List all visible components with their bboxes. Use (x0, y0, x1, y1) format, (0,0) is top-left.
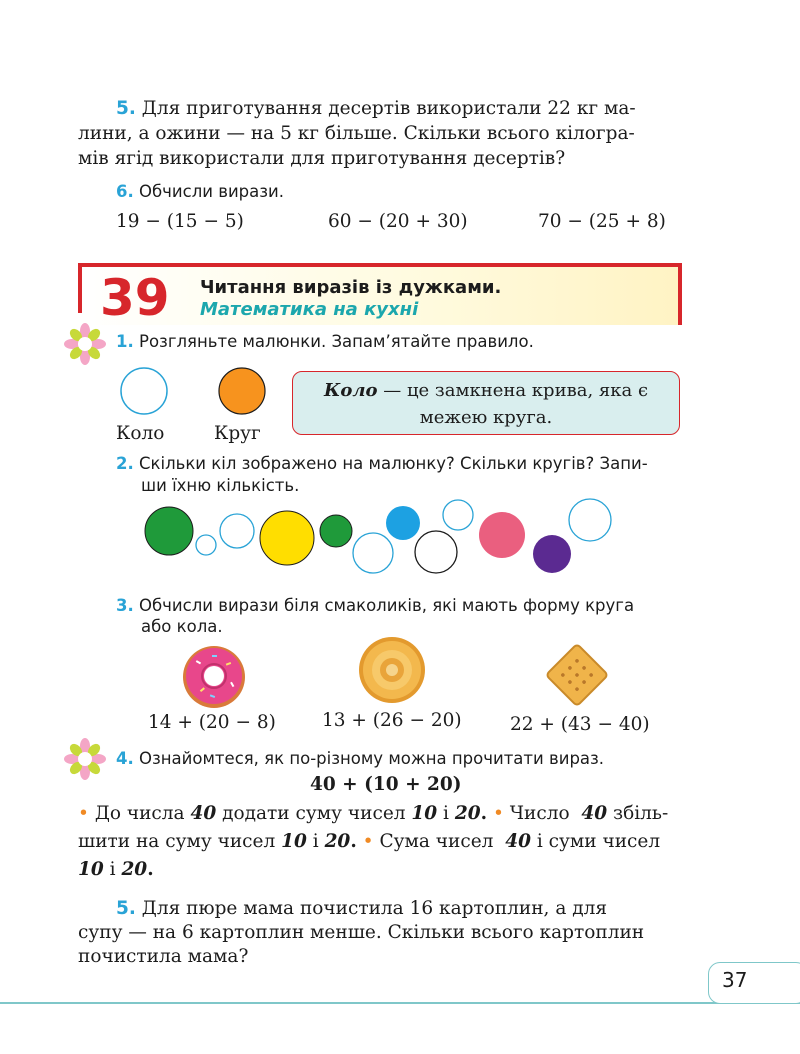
text: збіль- (607, 803, 669, 824)
task-text: Розгляньте малюнки. Запам’ятайте правило. (139, 332, 534, 351)
text: додати суму чисел (216, 803, 412, 824)
task1-heading (116, 332, 534, 351)
lesson-subtitle: Математика на кухні (200, 299, 419, 320)
expression: 14 + (20 − 8) (148, 712, 276, 733)
expression: 60 − (20 + 30) (328, 211, 468, 232)
text: . (147, 859, 154, 880)
expression: 19 − (15 − 5) (116, 211, 244, 232)
task-text: або кола. (141, 617, 223, 636)
task-number: 3. (116, 596, 134, 615)
cookie-icon (357, 635, 427, 705)
rule-box (292, 371, 680, 435)
expression: 70 − (25 + 8) (538, 211, 666, 232)
task-text: ши їхню кількість. (141, 476, 300, 495)
bullet: • (78, 803, 89, 824)
number: 20 (121, 859, 148, 880)
text: . (350, 831, 357, 852)
number: 10 (78, 859, 104, 880)
task-number: 2. (116, 454, 134, 473)
expression: 13 + (26 − 20) (322, 710, 462, 731)
task-text: Для приготування десертів використали 22 кг ма- (141, 98, 636, 119)
task3-heading (116, 596, 634, 615)
number: 40 (581, 803, 608, 824)
task-text: Обчисли вирази біля смаколиків, які мають форму круга (139, 596, 635, 615)
header-accent-bar (78, 263, 82, 313)
text: і (103, 859, 122, 880)
flower-icon (63, 322, 107, 366)
expression: 40 + (10 + 20) (310, 774, 462, 795)
task-number: 5. (116, 898, 136, 919)
lesson-title: Читання виразів із дужками. (200, 277, 502, 298)
task-text: мів ягід використали для приготування десертів? (78, 148, 566, 169)
task-text: Для пюре мама почистила 16 картоплин, а для (141, 898, 608, 919)
number: 20 (454, 803, 481, 824)
task-text: Ознайомтеся, як по-різному можна прочитати вираз. (139, 749, 605, 768)
circle-label: Коло (116, 423, 165, 444)
task-text: почистила мама? (78, 946, 249, 967)
donut-icon (180, 643, 248, 711)
footer-line (0, 1002, 800, 1004)
page-number: 37 (722, 968, 748, 992)
circle-outline-figure (118, 365, 170, 417)
number: 10 (281, 831, 307, 852)
task-text: лини, а ожини — на 5 кг більше. Скільки всього кілогра- (78, 123, 635, 144)
rule-text: — це замкнена крива, яка є (377, 380, 649, 401)
number: 20 (324, 831, 351, 852)
task-text: Скільки кіл зображено на малюнку? Скільки кругів? Запи- (139, 454, 648, 473)
reading-line (78, 799, 668, 829)
bullet: • (492, 803, 504, 824)
circles-picture (140, 495, 620, 580)
rule-text: межею круга. (419, 407, 553, 428)
text: . (480, 803, 488, 824)
task2-heading (116, 454, 648, 473)
text: До числа (94, 803, 191, 824)
number: 40 (505, 831, 531, 852)
task-number: 5. (116, 98, 136, 119)
task-number: 4. (116, 749, 134, 768)
reading-line (78, 827, 660, 857)
task4-heading (116, 749, 604, 768)
lesson-number: 39 (100, 269, 170, 327)
rule-term: Коло (323, 380, 378, 401)
text: і суми чисел (530, 831, 661, 852)
expression: 22 + (43 − 40) (510, 714, 650, 735)
number: 10 (411, 803, 438, 824)
flower-icon (63, 737, 107, 781)
task6-heading (116, 182, 284, 201)
text: Сума чисел (373, 831, 500, 852)
text: шити на суму чисел (78, 831, 282, 852)
text: і (437, 803, 455, 824)
task-number: 1. (116, 332, 134, 351)
text: і (306, 831, 325, 852)
cracker-icon (542, 640, 612, 710)
disk-figure (216, 365, 268, 417)
disk-label: Круг (214, 423, 261, 444)
text: Число (503, 803, 576, 824)
task-text: супу — на 6 картоплин менше. Скільки всього картоплин (78, 922, 645, 943)
number: 40 (190, 803, 217, 824)
reading-line (78, 855, 154, 885)
task-number: 6. (116, 182, 134, 201)
bullet: • (362, 831, 374, 852)
task-text: Обчисли вирази. (139, 182, 284, 201)
